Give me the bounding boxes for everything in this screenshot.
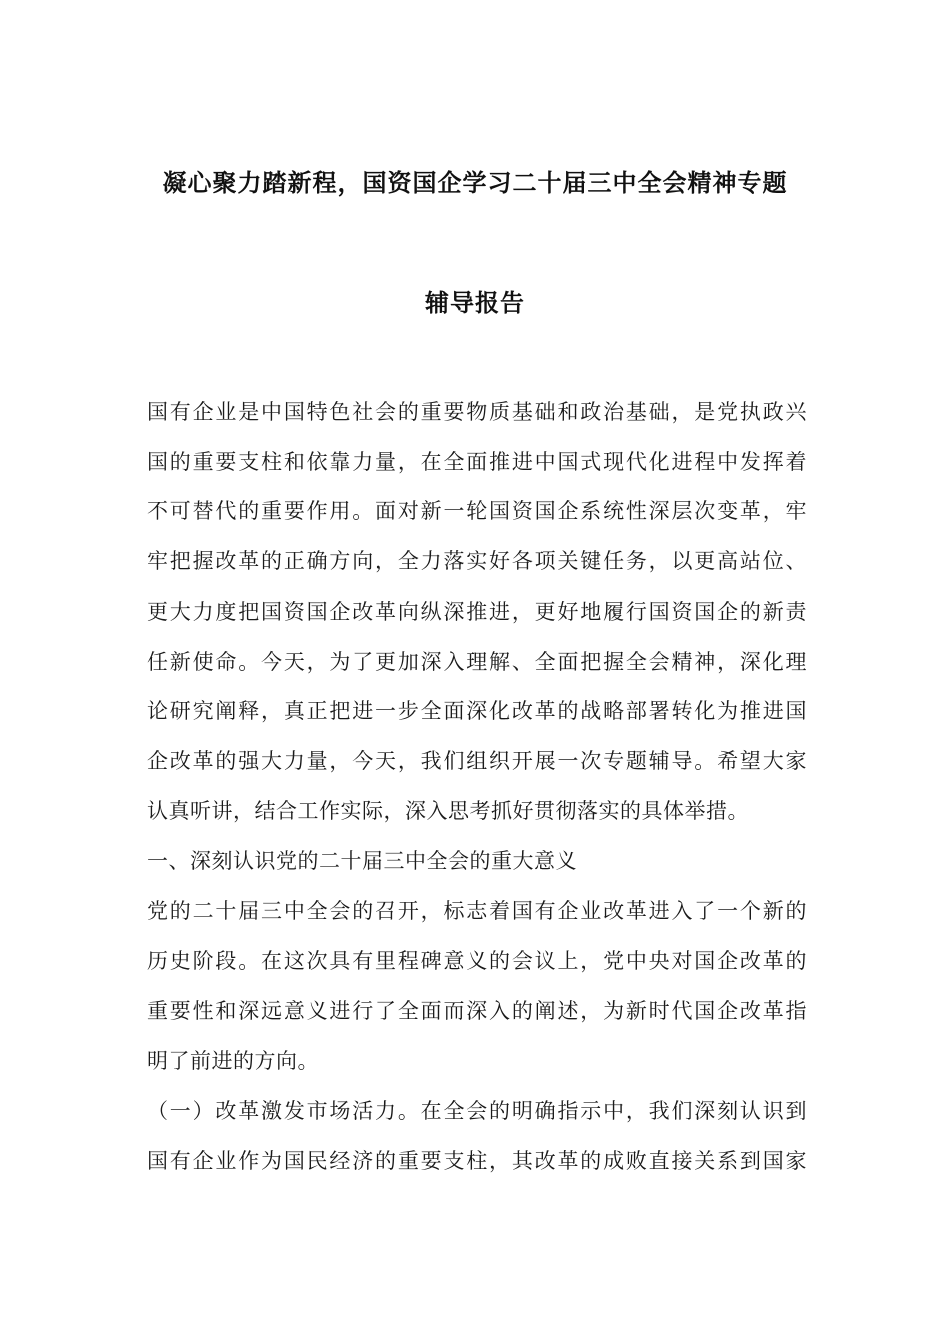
body-line: 党的二十届三中全会的召开，标志着国有企业改革进入了一个新的 xyxy=(147,899,807,923)
body-line: 牢把握改革的正确方向，全力落实好各项关键任务，以更高站位、 xyxy=(147,549,807,573)
body-line: 认真听讲，结合工作实际，深入思考抓好贯彻落实的具体举措。 xyxy=(147,799,749,823)
body-line: 论研究阐释，真正把进一步全面深化改革的战略部署转化为推进国 xyxy=(147,699,807,723)
title-line-2: 辅导报告 xyxy=(425,289,525,317)
body-line: 任新使命。今天，为了更加深入理解、全面把握全会精神，深化理 xyxy=(147,650,807,674)
body-line: 更大力度把国资国企改革向纵深推进，更好地履行国资国企的新责 xyxy=(147,600,807,624)
body-line: 历史阶段。在这次具有里程碑意义的会议上，党中央对国企改革的 xyxy=(147,949,807,973)
title-line-1: 凝心聚力踏新程，国资国企学习二十届三中全会精神专题 xyxy=(162,169,788,197)
body-line: 国有企业作为国民经济的重要支柱，其改革的成败直接关系到国家 xyxy=(147,1149,807,1173)
body-line: 国的重要支柱和依靠力量，在全面推进中国式现代化进程中发挥着 xyxy=(147,450,807,474)
section-heading: 一、深刻认识党的二十届三中全会的重大意义 xyxy=(147,849,577,873)
body-line: 重要性和深远意义进行了全面而深入的阐述，为新时代国企改革指 xyxy=(147,999,807,1023)
body-line: 企改革的强大力量，今天，我们组织开展一次专题辅导。希望大家 xyxy=(147,749,807,773)
body-line: 明了前进的方向。 xyxy=(147,1049,319,1073)
body-line: 不可替代的重要作用。面对新一轮国资国企系统性深层次变革，牢 xyxy=(147,499,807,523)
subsection-line: （一）改革激发市场活力。在全会的明确指示中，我们深刻认识到 xyxy=(147,1099,807,1123)
body-line: 国有企业是中国特色社会的重要物质基础和政治基础，是党执政兴 xyxy=(147,400,807,424)
